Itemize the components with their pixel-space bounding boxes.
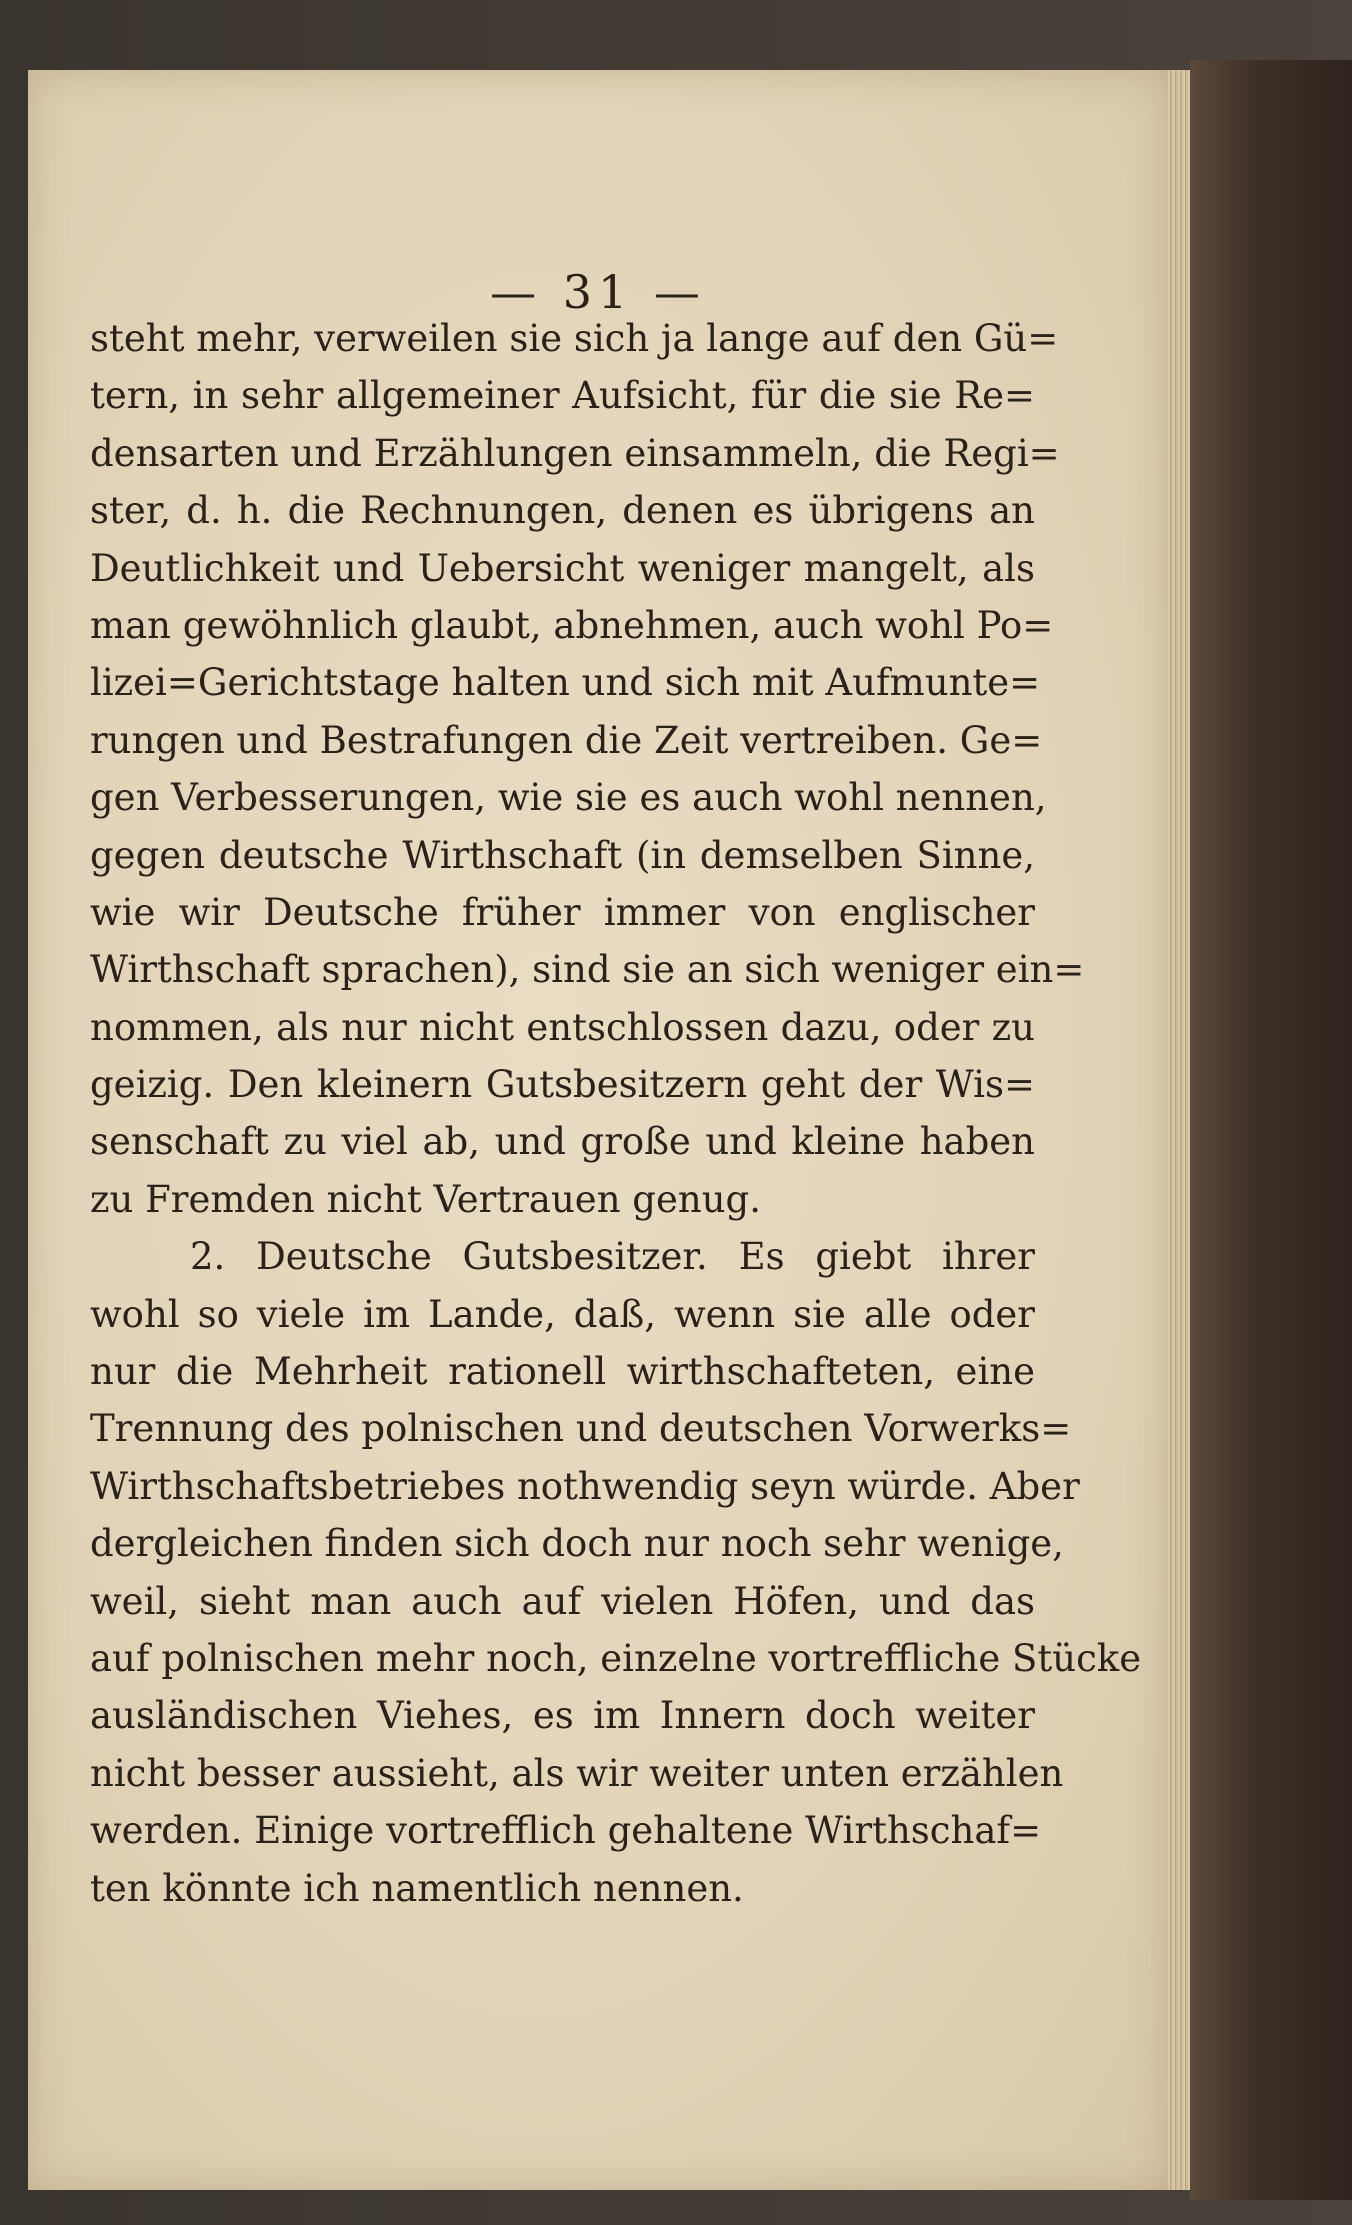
text-line: geizig. Den kleinern Gutsbesitzern geht der Wis= bbox=[90, 1063, 1035, 1107]
text-line: ten könnte ich namentlich nennen. bbox=[90, 1866, 744, 1910]
text-line: wohl so viele im Lande, daß, wenn sie alle oder bbox=[90, 1292, 1035, 1336]
body-text bbox=[90, 310, 1142, 1917]
text-line: senschaft zu viel ab, und große und kleine haben bbox=[90, 1120, 1035, 1164]
text-line: gen Verbesserungen, wie sie es auch wohl nennen, bbox=[90, 776, 1047, 820]
text-line: Wirthschaft sprachen), sind sie an sich weniger ein= bbox=[90, 948, 1085, 992]
text-line: tern, in sehr allgemeiner Aufsicht, für die sie Re= bbox=[90, 374, 1035, 418]
text-line: werden. Einige vortrefflich gehaltene Wirthschaf= bbox=[90, 1809, 1042, 1853]
text-line: Deutlichkeit und Uebersicht weniger mangelt, als bbox=[90, 546, 1035, 590]
text-line: Wirthschaftsbetriebes nothwendig seyn würde. Aber bbox=[90, 1464, 1080, 1508]
text-line: gegen deutsche Wirthschaft (in demselben Sinne, bbox=[90, 833, 1035, 877]
book-page bbox=[28, 70, 1168, 2190]
text-line: auf polnischen mehr noch, einzelne vortreffliche Stücke bbox=[90, 1636, 1142, 1680]
text-line: wie wir Deutsche früher immer von englischer bbox=[90, 890, 1035, 934]
book-cover-edge bbox=[1190, 60, 1352, 2200]
text-line: ausländischen Viehes, es im Innern doch weiter bbox=[90, 1694, 1035, 1738]
text-line: weil, sieht man auch auf vielen Höfen, und das bbox=[90, 1579, 1035, 1623]
text-line: nicht besser aussieht, als wir weiter unten erzählen bbox=[90, 1751, 1064, 1795]
text-line: dergleichen finden sich doch nur noch sehr wenige, bbox=[90, 1522, 1064, 1566]
text-line: man gewöhnlich glaubt, abnehmen, auch wohl Po= bbox=[90, 603, 1054, 647]
text-line: ster, d. h. die Rechnungen, denen es übrigens an bbox=[90, 489, 1035, 533]
section-heading-line: 2. Deutsche Gutsbesitzer. Es giebt ihrer bbox=[190, 1235, 1035, 1279]
text-line: steht mehr, verweilen sie sich ja lange auf den Gü= bbox=[90, 317, 1059, 360]
page-edge bbox=[1168, 70, 1190, 2190]
text-line: rungen und Bestrafungen die Zeit vertreiben. Ge= bbox=[90, 718, 1043, 762]
text-line: zu Fremden nicht Vertrauen genug. bbox=[90, 1177, 761, 1221]
text-line: densarten und Erzählungen einsammeln, die Regi= bbox=[90, 431, 1060, 475]
text-line: nur die Mehrheit rationell wirthschafteten, eine bbox=[90, 1350, 1035, 1394]
text-line: nommen, als nur nicht entschlossen dazu, oder zu bbox=[90, 1005, 1035, 1049]
text-line: Trennung des polnischen und deutschen Vorwerks= bbox=[90, 1407, 1072, 1451]
text-line: lizei=Gerichtstage halten und sich mit Aufmunte= bbox=[90, 661, 1041, 705]
page-number: — 31 — bbox=[490, 265, 706, 319]
